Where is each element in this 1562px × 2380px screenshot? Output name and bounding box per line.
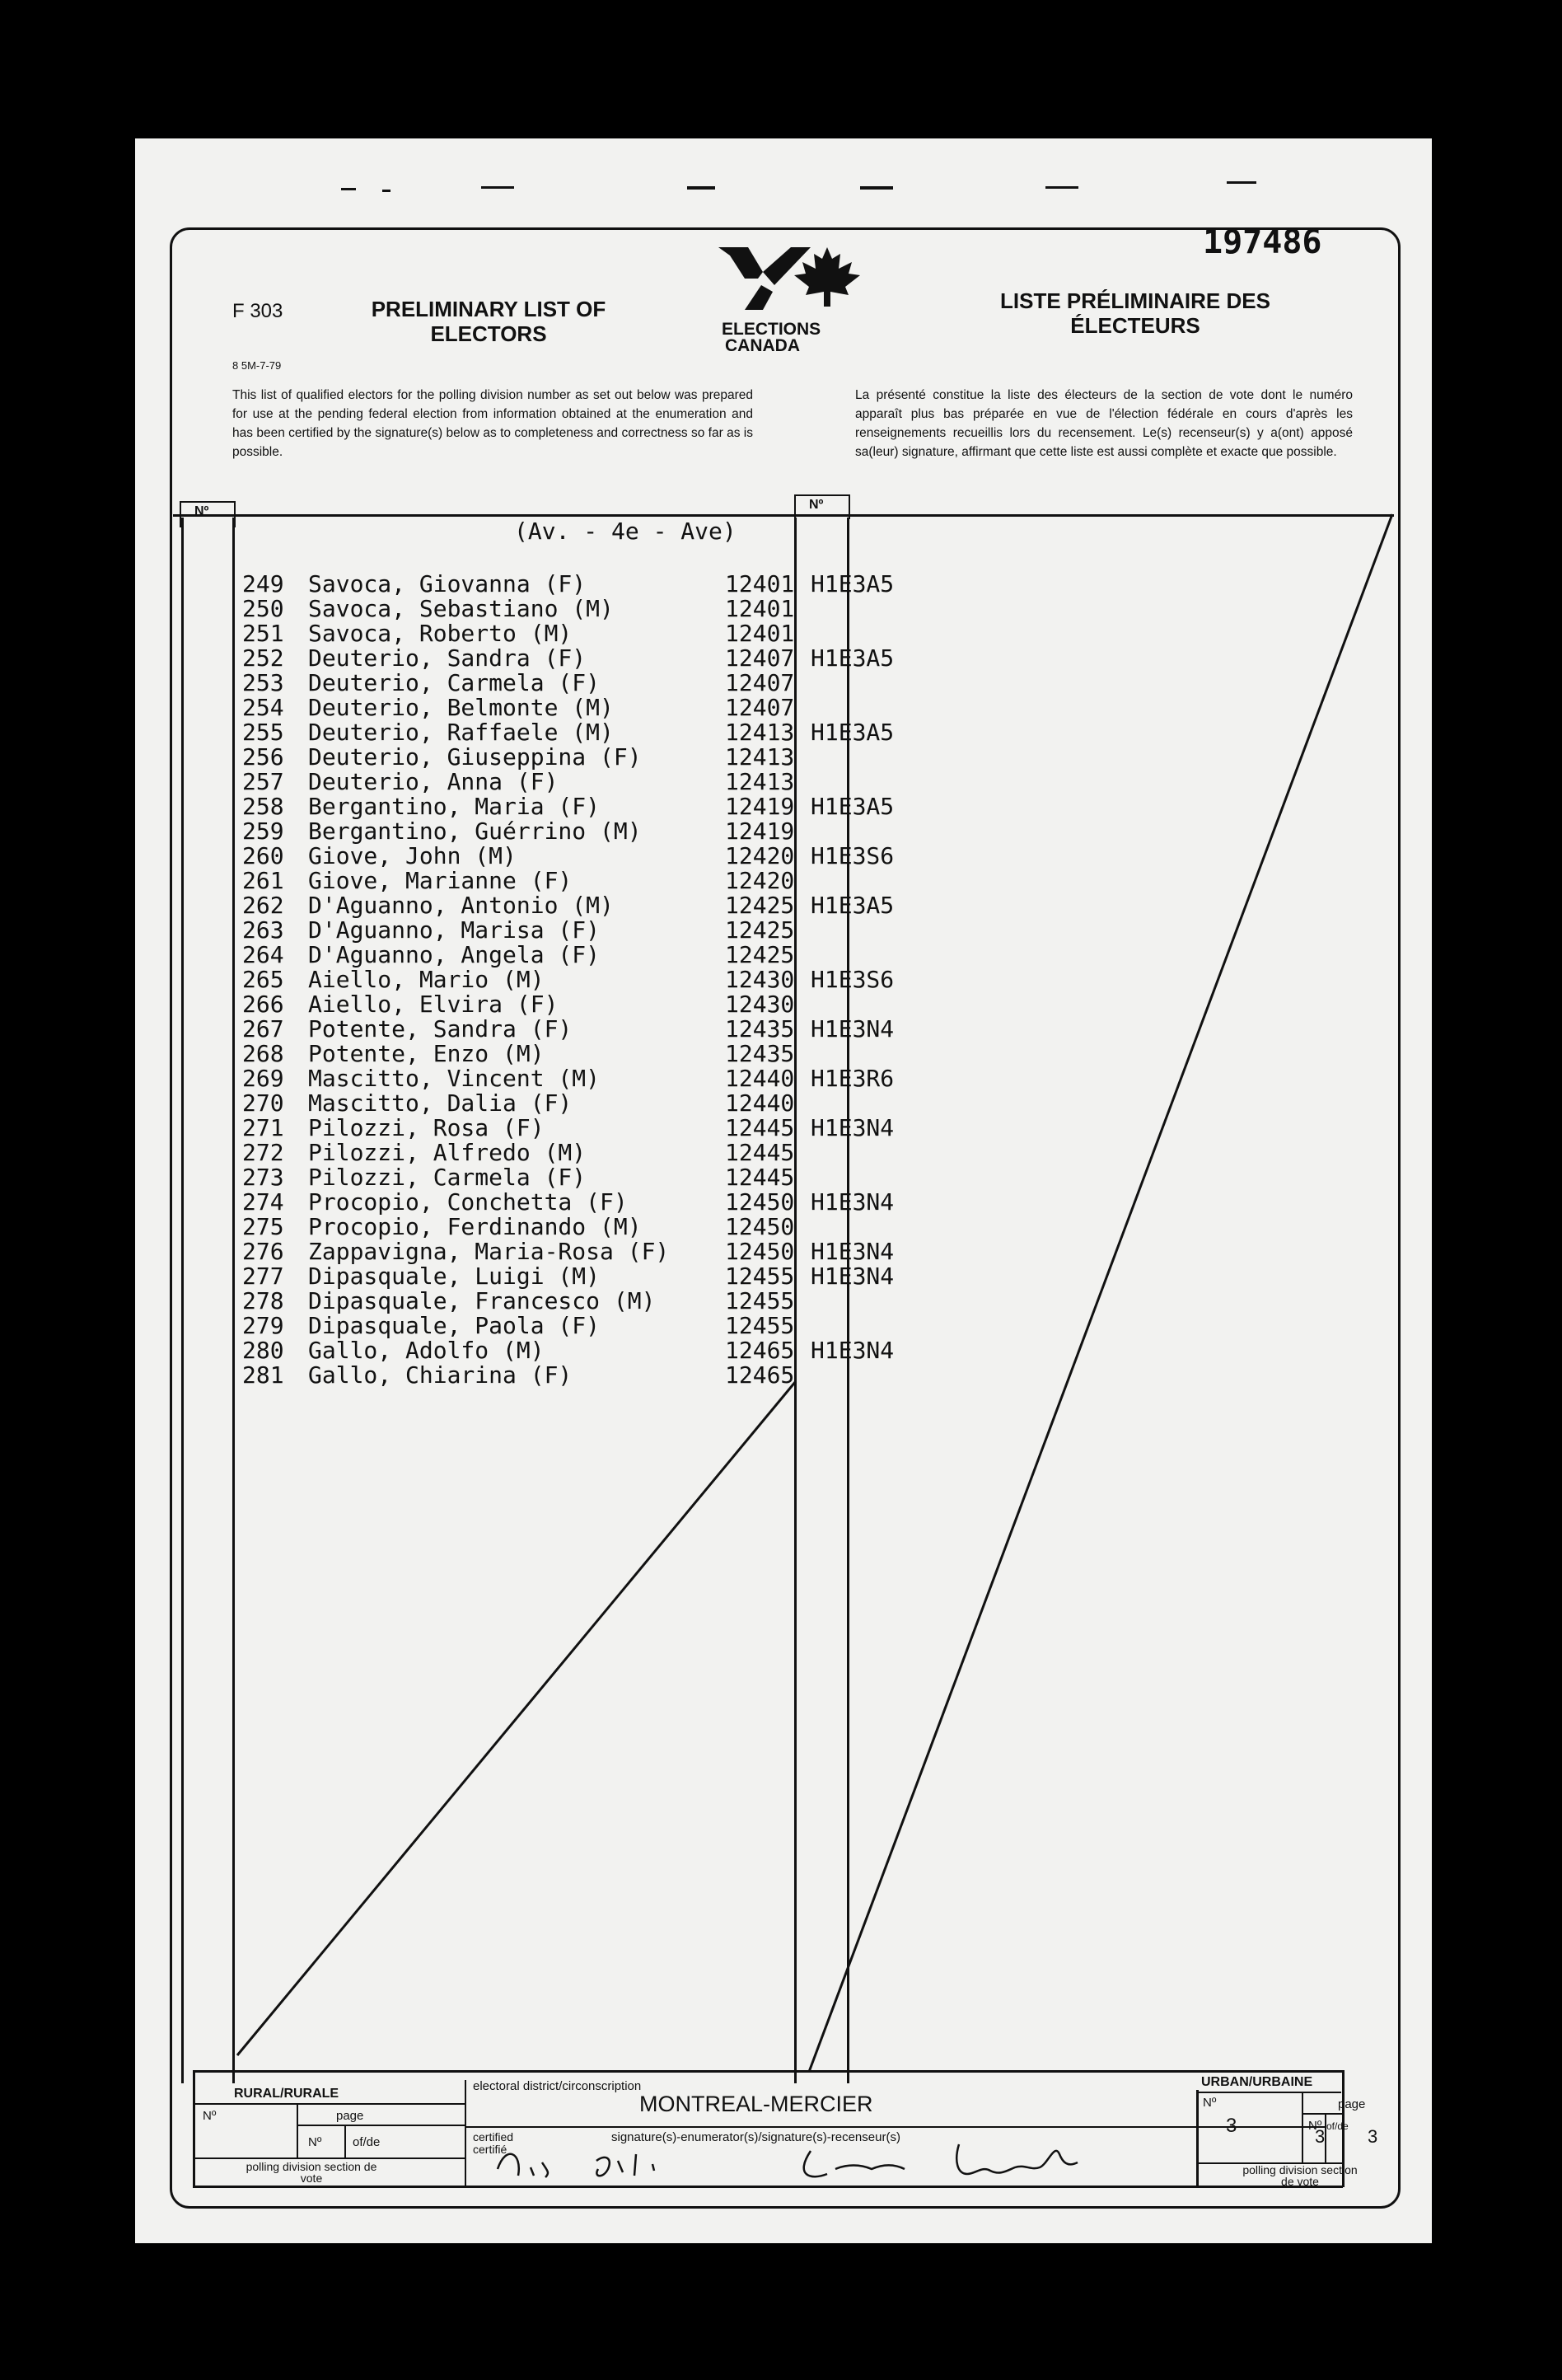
elector-number: 264 [242, 941, 284, 968]
elector-name: Deuterio, Carmela (F) [308, 669, 601, 696]
elector-number: 257 [242, 768, 284, 795]
elector-name: Deuterio, Belmonte (M) [308, 694, 614, 721]
elector-civic-number: 12401 [725, 595, 795, 622]
elector-name: Procopio, Conchetta (F) [308, 1188, 628, 1216]
elector-civic-number: 12455 [725, 1287, 795, 1314]
elector-civic-number: 12413 [725, 743, 795, 771]
urban-label: URBAN/URBAINE [1201, 2075, 1313, 2089]
logo-text-canada: CANADA [725, 336, 800, 355]
urban-polling-division-label: polling division section de vote [1242, 2163, 1358, 2188]
elector-number: 263 [242, 916, 284, 944]
serial-number: 197486 [1203, 223, 1322, 261]
elector-number: 255 [242, 719, 284, 746]
elector-number: 266 [242, 991, 284, 1018]
elector-number: 271 [242, 1114, 284, 1141]
elector-postal-code: H1E3N4 [811, 1238, 895, 1265]
elector-civic-number: 12419 [725, 793, 795, 820]
rural-of-label: of/de [353, 2135, 381, 2149]
elector-number: 278 [242, 1287, 284, 1314]
street-heading: (Av. - 4e - Ave) [514, 518, 737, 545]
elector-civic-number: 12430 [725, 991, 795, 1018]
form-code: F 303 [232, 300, 283, 322]
elector-postal-code: H1E3N4 [811, 1263, 895, 1290]
elector-postal-code: H1E3N4 [811, 1337, 895, 1364]
column-no-right: Nº [809, 498, 824, 512]
elector-name: D'Aguanno, Antonio (M) [308, 892, 614, 919]
elector-postal-code: H1E3S6 [811, 842, 895, 869]
elector-civic-number: 12407 [725, 669, 795, 696]
elector-name: Savoca, Sebastiano (M) [308, 595, 614, 622]
urban-of-label: of/de [1326, 2120, 1349, 2132]
elector-postal-code: H1E3A5 [811, 793, 895, 820]
elector-name: Dipasquale, Francesco (M) [308, 1287, 656, 1314]
urban-page-of-value: 3 [1368, 2126, 1378, 2147]
elector-name: Deuterio, Sandra (F) [308, 644, 587, 672]
elector-name: Bergantino, Guérrino (M) [308, 818, 642, 845]
elector-postal-code: H1E3N4 [811, 1188, 895, 1216]
elector-name: Giove, Marianne (F) [308, 867, 573, 894]
elector-number: 260 [242, 842, 284, 869]
elector-civic-number: 12413 [725, 768, 795, 795]
elector-civic-number: 12465 [725, 1361, 795, 1389]
elector-number: 281 [242, 1361, 284, 1389]
elector-civic-number: 12435 [725, 1040, 795, 1067]
elector-postal-code: H1E3A5 [811, 892, 895, 919]
elector-number: 272 [242, 1139, 284, 1166]
electoral-district-value: MONTREAL-MERCIER [639, 2092, 873, 2116]
elector-civic-number: 12425 [725, 892, 795, 919]
elector-name: Pilozzi, Carmela (F) [308, 1164, 587, 1191]
elector-number: 268 [242, 1040, 284, 1067]
elector-name: Giove, John (M) [308, 842, 517, 869]
elector-name: Aiello, Mario (M) [308, 966, 545, 993]
elector-name: Procopio, Ferdinando (M) [308, 1213, 642, 1240]
elector-civic-number: 12465 [725, 1337, 795, 1364]
elector-civic-number: 12450 [725, 1188, 795, 1216]
elector-name: Potente, Sandra (F) [308, 1015, 573, 1042]
intro-french: La présenté constitue la liste des électeurs de la section de vote dont le numéro apparaît plus bas préparée en vue de l'élection fédérale en cours d'après les renseignements recueillis lors du recensement. Le(s) recenseur(s) y a(ont) apposé sa(leur) signature, affirmant que cette liste est aussi complète et exacte que possible. [855, 388, 1353, 459]
elector-number: 274 [242, 1188, 284, 1216]
elector-number: 251 [242, 620, 284, 647]
elector-number: 277 [242, 1263, 284, 1290]
elector-civic-number: 12420 [725, 867, 795, 894]
form-date-code: 8 5M-7-79 [232, 359, 282, 372]
elector-postal-code: H1E3N4 [811, 1015, 895, 1042]
elector-name: Deuterio, Raffaele (M) [308, 719, 614, 746]
elector-civic-number: 12407 [725, 644, 795, 672]
elector-number: 270 [242, 1089, 284, 1117]
elector-number: 252 [242, 644, 284, 672]
elector-civic-number: 12440 [725, 1089, 795, 1117]
elector-name: Dipasquale, Paola (F) [308, 1312, 601, 1339]
urban-page-no-value: 3 [1315, 2126, 1326, 2147]
rural-page-label: page [336, 2109, 364, 2123]
elector-civic-number: 12440 [725, 1065, 795, 1092]
urban-no-label: Nº [1203, 2096, 1217, 2110]
elector-number: 254 [242, 694, 284, 721]
elector-number: 275 [242, 1213, 284, 1240]
elector-civic-number: 12413 [725, 719, 795, 746]
elector-civic-number: 12445 [725, 1164, 795, 1191]
rural-polling-division-label: polling division section de vote [246, 2160, 377, 2185]
elector-civic-number: 12435 [725, 1015, 795, 1042]
elector-number: 256 [242, 743, 284, 771]
elector-number: 259 [242, 818, 284, 845]
elector-civic-number: 12425 [725, 916, 795, 944]
elector-number: 280 [242, 1337, 284, 1364]
elector-name: Aiello, Elvira (F) [308, 991, 559, 1018]
elector-postal-code: H1E3S6 [811, 966, 895, 993]
elector-name: Gallo, Adolfo (M) [308, 1337, 545, 1364]
urban-page-label: page [1338, 2097, 1366, 2111]
elector-number: 265 [242, 966, 284, 993]
elector-number: 249 [242, 570, 284, 597]
elector-civic-number: 12401 [725, 620, 795, 647]
column-no-left: Nº [194, 504, 209, 518]
elector-number: 273 [242, 1164, 284, 1191]
elector-civic-number: 12425 [725, 941, 795, 968]
signature-label: signature(s)-enumerator(s)/signature(s)-recenseur(s) [611, 2130, 900, 2144]
elector-civic-number: 12419 [725, 818, 795, 845]
elector-postal-code: H1E3A5 [811, 719, 895, 746]
elector-postal-code: H1E3A5 [811, 644, 895, 672]
title-english: PRELIMINARY LIST OF ELECTORS [371, 297, 606, 346]
elector-number: 261 [242, 867, 284, 894]
elector-number: 250 [242, 595, 284, 622]
elector-number: 279 [242, 1312, 284, 1339]
rural-label: RURAL/RURALE [234, 2087, 339, 2101]
elector-civic-number: 12455 [725, 1263, 795, 1290]
elector-name: Mascitto, Dalia (F) [308, 1089, 573, 1117]
elector-civic-number: 12420 [725, 842, 795, 869]
elector-name: Savoca, Roberto (M) [308, 620, 573, 647]
elector-postal-code: H1E3A5 [811, 570, 895, 597]
elector-civic-number: 12401 [725, 570, 795, 597]
elector-name: Pilozzi, Alfredo (M) [308, 1139, 587, 1166]
elector-name: Zappavigna, Maria-Rosa (F) [308, 1238, 670, 1265]
elector-name: Deuterio, Giuseppina (F) [308, 743, 642, 771]
elector-number: 269 [242, 1065, 284, 1092]
elector-name: Savoca, Giovanna (F) [308, 570, 587, 597]
enumerator-signatures [473, 2136, 1297, 2194]
electoral-district-label: electoral district/circonscription [473, 2079, 642, 2093]
elector-postal-code: H1E3R6 [811, 1065, 895, 1092]
elector-name: D'Aguanno, Angela (F) [308, 941, 601, 968]
elector-name: Bergantino, Maria (F) [308, 793, 601, 820]
elector-name: Dipasquale, Luigi (M) [308, 1263, 601, 1290]
rural-page-no-label: Nº [308, 2135, 322, 2149]
elector-name: Pilozzi, Rosa (F) [308, 1114, 545, 1141]
rural-no-label: Nº [203, 2109, 217, 2123]
urban-page-no-label: Nº [1308, 2119, 1322, 2133]
certified-label: certified certifié [473, 2130, 514, 2156]
elector-name: Deuterio, Anna (F) [308, 768, 559, 795]
elector-number: 262 [242, 892, 284, 919]
elector-name: Gallo, Chiarina (F) [308, 1361, 573, 1389]
elector-civic-number: 12450 [725, 1238, 795, 1265]
elector-civic-number: 12407 [725, 694, 795, 721]
elector-postal-code: H1E3N4 [811, 1114, 895, 1141]
elector-number: 253 [242, 669, 284, 696]
intro-english: This list of qualified electors for the polling division number as set out below was prepared for use at the pending federal election from information obtained at the enumeration and has been certified by the signature(s) below as to completeness and correctness so far as is possible. [232, 388, 753, 459]
elector-civic-number: 12455 [725, 1312, 795, 1339]
elector-number: 276 [242, 1238, 284, 1265]
elector-name: Potente, Enzo (M) [308, 1040, 545, 1067]
elector-number: 258 [242, 793, 284, 820]
elector-name: Mascitto, Vincent (M) [308, 1065, 601, 1092]
elector-civic-number: 12450 [725, 1213, 795, 1240]
urban-no-value: 3 [1226, 2115, 1237, 2137]
elector-name: D'Aguanno, Marisa (F) [308, 916, 601, 944]
elector-civic-number: 12445 [725, 1114, 795, 1141]
elector-civic-number: 12430 [725, 966, 795, 993]
elector-civic-number: 12445 [725, 1139, 795, 1166]
elector-number: 267 [242, 1015, 284, 1042]
title-french: LISTE PRÉLIMINAIRE DES ÉLECTEURS [1000, 288, 1270, 338]
document-page [135, 138, 1432, 2243]
logo-text-elections: ELECTIONS [722, 320, 821, 339]
